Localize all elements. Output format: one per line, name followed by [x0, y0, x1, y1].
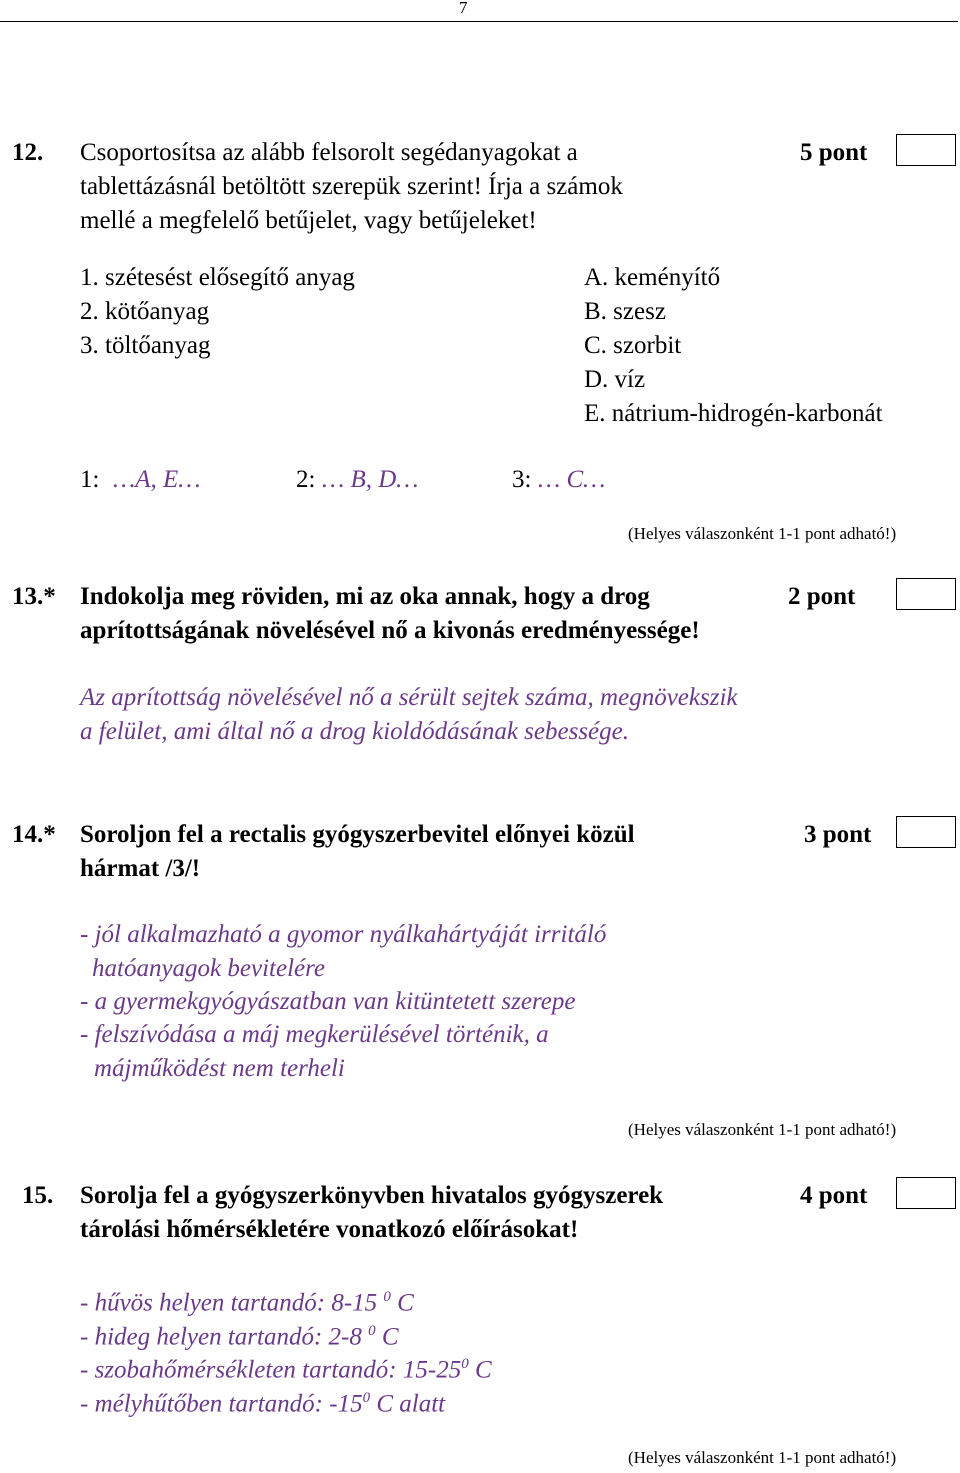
q12-left-item: 3. töltőanyag	[80, 332, 211, 359]
q13-line-1: Indokolja meg röviden, mi az oka annak, hogy a drog	[80, 583, 650, 610]
q13-points: 2 pont	[788, 583, 856, 610]
q12-line-3: mellé a megfelelő betűjelet, vagy betűjeleket!	[80, 207, 537, 234]
q14-answer-line: májműködést nem terheli	[94, 1055, 345, 1082]
q12-line-1: Csoportosítsa az alább felsorolt segédanyagokat a	[80, 139, 578, 166]
q12-right-item: C. szorbit	[584, 332, 682, 359]
q12-answer-1-label: 1:	[80, 466, 100, 493]
q15-line-2: tárolási hőmérsékletére vonatkozó előírásokat!	[80, 1216, 579, 1243]
q12-scoring-note: (Helyes válaszonként 1-1 pont adható!)	[628, 524, 897, 543]
q14-points: 3 pont	[804, 821, 872, 848]
q14-line-1: Soroljon fel a rectalis gyógyszerbevitel előnyei közül	[80, 821, 635, 848]
q15-answer-line: - hűvös helyen tartandó: 8-15 $^0$ C	[80, 1289, 414, 1317]
q15-number: 15.	[22, 1182, 54, 1209]
q12-right-item: E. nátrium-hidrogén-karbonát	[584, 400, 883, 427]
q12-points: 5 pont	[800, 139, 868, 166]
q14-line-2: hármat /3/!	[80, 855, 201, 882]
q15-scoring-note: (Helyes válaszonként 1-1 pont adható!)	[628, 1448, 897, 1467]
q12-score-box[interactable]	[896, 134, 956, 166]
q13-line-2: aprítottságának növelésével nő a kivonás eredményessége!	[80, 617, 700, 644]
q12-line-2: tablettázásnál betöltött szerepük szerint! Írja a számok	[80, 173, 623, 200]
q15-score-box[interactable]	[896, 1177, 956, 1209]
q12-answer-2: … B, D…	[322, 466, 419, 493]
q14-answer-line: hatóanyagok bevitelére	[92, 955, 326, 982]
q14-number: 14.*	[12, 821, 56, 848]
q15-answer-line: - szobahőmérsékleten tartandó: $15-25^0$ C	[80, 1356, 492, 1384]
q13-score-box[interactable]	[896, 578, 956, 610]
q12-answer-1: …A, E…	[113, 466, 201, 493]
q13-number: 13.*	[12, 583, 56, 610]
q12-left-item: 2. kötőanyag	[80, 298, 210, 325]
q15-line-1: Sorolja fel a gyógyszerkönyvben hivatalos gyógyszerek	[80, 1182, 664, 1209]
q12-right-item: B. szesz	[584, 298, 666, 325]
q14-score-box[interactable]	[896, 816, 956, 848]
q12-left-item: 1. szétesést elősegítő anyag	[80, 264, 355, 291]
q14-answer-line: - jól alkalmazható a gyomor nyálkahártyáját irritáló	[80, 921, 607, 948]
header-rule	[0, 21, 958, 22]
page-number: 7	[459, 0, 468, 17]
q14-answer-line: - a gyermekgyógyászatban van kitüntetett szerepe	[80, 988, 576, 1015]
q13-answer-line: a felület, ami által nő a drog kioldódásának sebessége.	[80, 718, 629, 745]
q12-answer-2-label: 2:	[296, 466, 316, 493]
q15-points: 4 pont	[800, 1182, 868, 1209]
q12-right-item: D. víz	[584, 366, 646, 393]
q13-answer-line: Az aprítottság növelésével nő a sérült sejtek száma, megnövekszik	[80, 684, 738, 711]
q14-answer-line: - felszívódása a máj megkerülésével történik, a	[80, 1021, 549, 1048]
q12-answer-3-label: 3:	[512, 466, 532, 493]
q12-number: 12.	[12, 139, 44, 166]
q12-answer-3: … C…	[538, 466, 606, 493]
q12-right-item: A. keményítő	[584, 264, 721, 291]
q15-answer-line: - mélyhűtőben tartandó: $-15^0$ C alatt	[80, 1390, 446, 1418]
q15-answer-line: - hideg helyen tartandó: 2-8 $^0$ C	[80, 1323, 399, 1351]
q14-scoring-note: (Helyes válaszonként 1-1 pont adható!)	[628, 1120, 897, 1139]
